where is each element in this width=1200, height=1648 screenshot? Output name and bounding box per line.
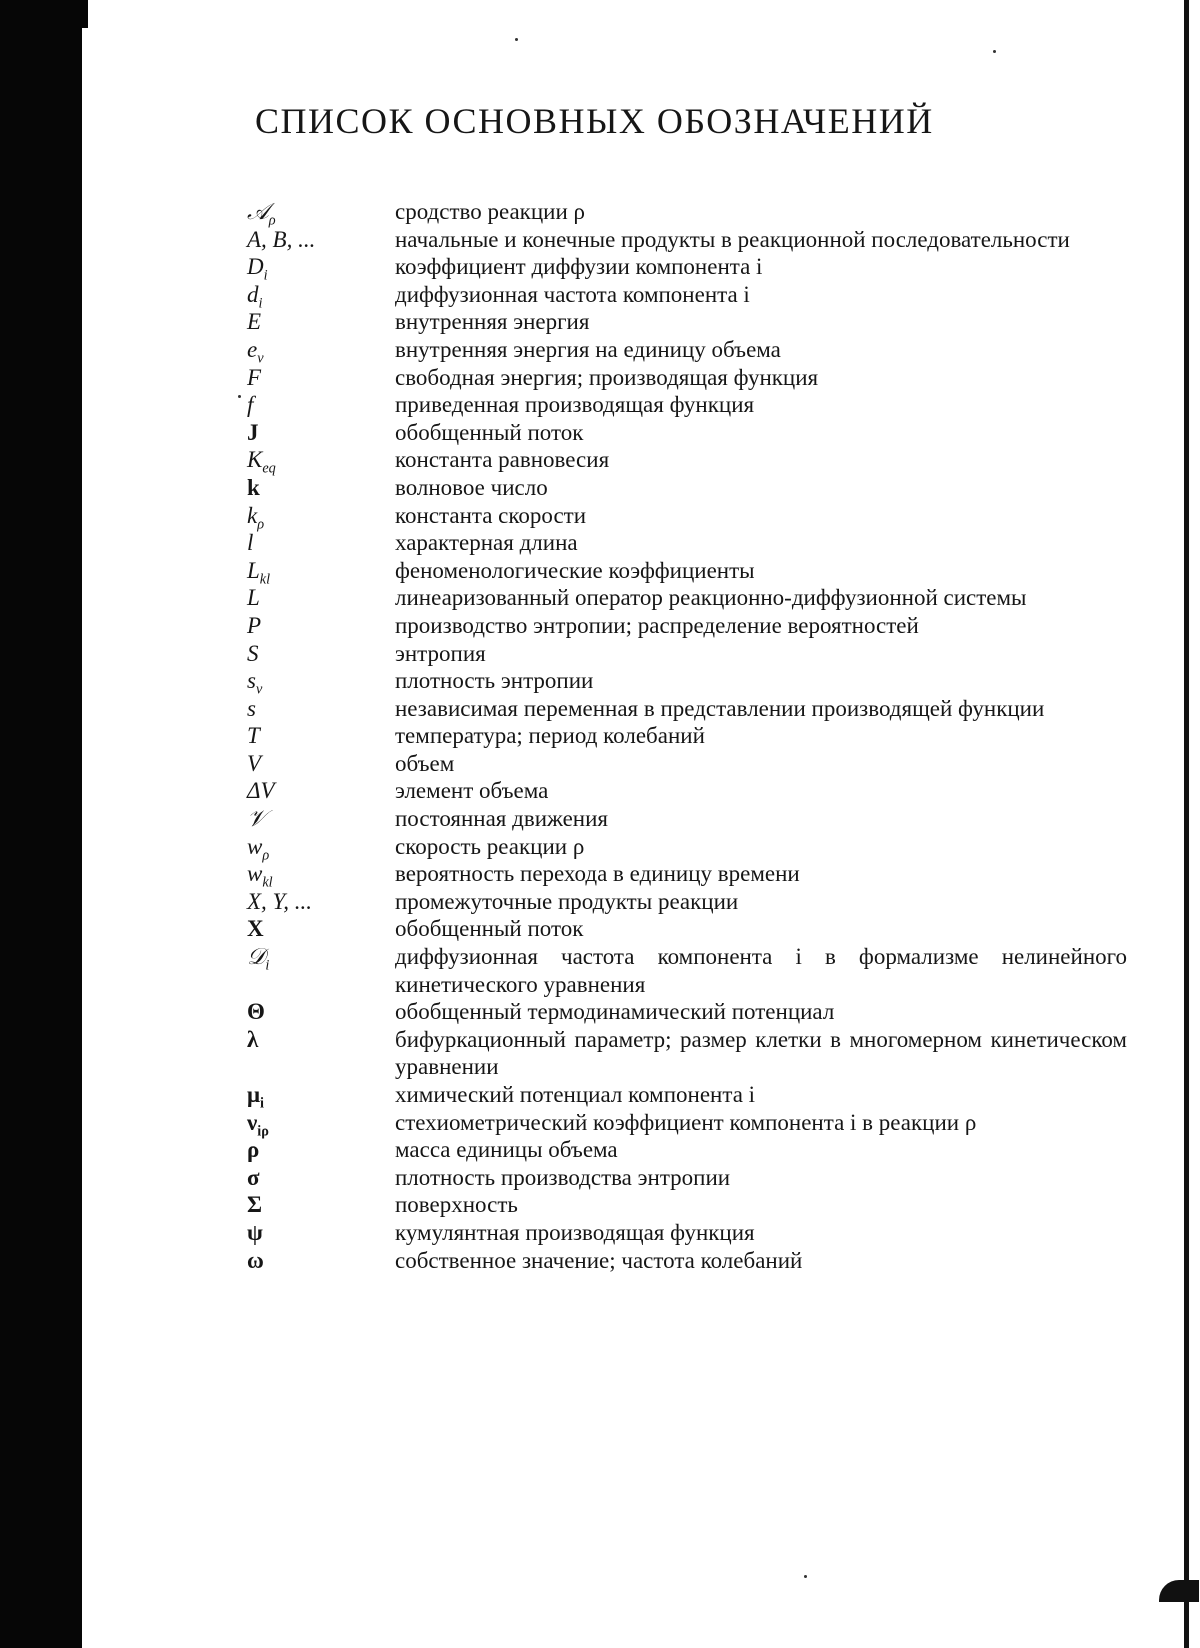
notation-entry (247, 640, 1127, 668)
notation-entry (247, 1191, 1127, 1219)
symbol-base: V (247, 750, 262, 776)
symbol-base: w (247, 861, 263, 887)
notation-symbol (247, 943, 395, 974)
notation-entry (247, 612, 1127, 640)
notation-symbol (247, 502, 395, 533)
notation-entry (247, 1109, 1127, 1140)
symbol-base: E (247, 309, 262, 335)
notation-definition: скорость реакции ρ (395, 833, 585, 859)
notation-definition: обобщенный поток (395, 916, 584, 942)
notation-symbol (247, 226, 395, 254)
notation-entry (247, 667, 1127, 698)
page-title: СПИСОК ОСНОВНЫХ ОБОЗНАЧЕНИЙ (255, 101, 934, 141)
notation-definition: энтропия (395, 640, 486, 666)
notation-symbol (247, 777, 395, 805)
notation-definition: линеаризованный оператор реакционно-диффузионной системы (395, 585, 1027, 611)
notation-symbol (247, 915, 395, 943)
symbol-base: 𝒱 (247, 806, 267, 832)
notation-symbol (247, 364, 395, 392)
notation-definition: феноменологические коэффициенты (395, 557, 755, 583)
notation-definition: элемент объема (395, 778, 549, 804)
notation-symbol (247, 557, 395, 588)
symbol-base: F (247, 364, 262, 390)
notation-definition: коэффициент диффузии компонента i (395, 254, 763, 280)
notation-entry (247, 888, 1127, 916)
notation-entry (247, 557, 1127, 588)
symbol-base: ΔV (247, 778, 275, 804)
notation-symbol (247, 1191, 395, 1219)
notation-symbol (247, 446, 395, 477)
notation-list (247, 198, 1127, 1274)
symbol-base: s (247, 695, 256, 721)
symbol-base: X (247, 916, 264, 942)
speck (993, 50, 996, 53)
notation-entry (247, 446, 1127, 477)
notation-definition: внутренняя энергия (395, 309, 590, 335)
notation-entry (247, 1219, 1127, 1247)
symbol-base: ρ (247, 1137, 260, 1163)
symbol-base: A, B, ... (247, 226, 316, 252)
symbol-base: l (247, 530, 254, 556)
notation-symbol (247, 722, 395, 750)
notation-symbol (247, 805, 395, 833)
symbol-base: μ (247, 1082, 261, 1107)
speck (804, 1575, 807, 1578)
symbol-base: P (247, 612, 262, 638)
notation-symbol (247, 308, 395, 336)
notation-entry (247, 529, 1127, 557)
symbol-subscript: v (257, 350, 264, 367)
notation-symbol (247, 640, 395, 668)
notation-definition: промежуточные продукты реакции (395, 888, 739, 914)
notation-symbol (247, 529, 395, 557)
notation-entry (247, 750, 1127, 778)
binding-shadow-right (1184, 0, 1200, 1648)
notation-entry (247, 474, 1127, 502)
notation-entry (247, 364, 1127, 392)
symbol-base: k (247, 474, 260, 500)
notation-symbol (247, 1164, 395, 1192)
notation-definition: кумулянтная производящая функция (395, 1219, 755, 1245)
speck (238, 395, 241, 398)
notation-definition: сродство реакции ρ (395, 199, 585, 224)
notation-symbol (247, 336, 395, 367)
notation-entry (247, 1164, 1127, 1192)
notation-definition: константа скорости (395, 502, 587, 528)
notation-entry (247, 1136, 1127, 1164)
notation-symbol (247, 253, 395, 284)
notation-entry (247, 943, 1127, 998)
notation-definition: плотность энтропии (395, 668, 594, 694)
notation-definition: независимая переменная в представлении производящей функции (395, 695, 1045, 721)
notation-entry (247, 391, 1127, 419)
symbol-base: λ (247, 1026, 259, 1052)
notation-entry (247, 584, 1127, 612)
notation-entry (247, 226, 1127, 254)
notation-definition: постоянная движения (395, 806, 608, 832)
notation-definition: внутренняя энергия на единицу объема (395, 336, 781, 362)
symbol-subscript: ρ (262, 847, 270, 864)
symbol-base: k (247, 502, 258, 528)
notation-symbol (247, 667, 395, 698)
notation-entry (247, 998, 1127, 1026)
symbol-base: J (247, 419, 259, 445)
notation-definition: производство энтропии; распределение вероятностей (395, 612, 919, 638)
notation-entry (247, 502, 1127, 533)
notation-entry (247, 281, 1127, 312)
notation-entry (247, 419, 1127, 447)
symbol-base: K (247, 447, 263, 473)
symbol-subscript: iρ (257, 1123, 269, 1140)
symbol-subscript: ρ (257, 516, 265, 533)
symbol-subscript: kl (262, 874, 273, 891)
notation-entry (247, 198, 1127, 229)
notation-symbol (247, 1219, 395, 1247)
notation-entry (247, 860, 1127, 891)
notation-symbol (247, 584, 395, 612)
notation-entry (247, 833, 1127, 864)
notation-entry (247, 695, 1127, 723)
symbol-base: D (247, 254, 264, 280)
notation-symbol (247, 612, 395, 640)
symbol-base: s (247, 668, 256, 694)
symbol-base: w (247, 833, 263, 859)
notation-definition: начальные и конечные продукты в реакционной последовательности (395, 226, 1070, 252)
symbol-subscript: kl (259, 571, 271, 588)
notation-entry (247, 722, 1127, 750)
notation-definition: константа равновесия (395, 447, 610, 473)
symbol-subscript: eq (262, 460, 276, 477)
notation-definition: поверхность (395, 1192, 518, 1218)
notation-symbol (247, 750, 395, 778)
notation-definition: химический потенциал компонента i (395, 1082, 756, 1107)
notation-symbol (247, 695, 395, 723)
symbol-subscript: i (265, 957, 270, 974)
notation-definition: собственное значение; частота колебаний (395, 1247, 803, 1273)
notation-definition: диффузионная частота компонента i в формализме нелинейного кинетического уравнения (395, 944, 1127, 997)
notation-definition: диффузионная частота компонента i (395, 281, 750, 307)
notation-definition: волновое число (395, 474, 548, 500)
notation-symbol (247, 888, 395, 916)
notation-definition: свободная энергия; производящая функция (395, 364, 819, 390)
symbol-base: Θ (247, 999, 265, 1025)
notation-symbol (247, 1081, 395, 1112)
notation-symbol (247, 198, 395, 229)
notation-definition: масса единицы объема (395, 1137, 618, 1163)
symbol-base: Σ (247, 1192, 263, 1218)
notation-symbol (247, 474, 395, 502)
notation-entry (247, 336, 1127, 367)
symbol-base: ω (247, 1247, 264, 1273)
notation-entry (247, 805, 1127, 833)
notation-definition: вероятность перехода в единицу времени (395, 861, 800, 887)
symbol-base: X, Y, ... (247, 888, 312, 914)
notation-definition: плотность производства энтропии (395, 1164, 731, 1190)
notation-symbol (247, 1026, 395, 1054)
notation-definition: обобщенный поток (395, 419, 584, 445)
notation-symbol (247, 419, 395, 447)
symbol-base: σ (247, 1164, 260, 1190)
notation-entry (247, 915, 1127, 943)
notation-entry (247, 1081, 1127, 1112)
notation-symbol (247, 1247, 395, 1275)
symbol-base: T (247, 723, 260, 749)
symbol-base: L (247, 585, 260, 611)
notation-definition: бифуркационный параметр; размер клетки в многомерном кинетическом уравнении (395, 1026, 1127, 1080)
notation-symbol (247, 391, 395, 419)
notation-definition: температура; период колебаний (395, 723, 705, 749)
notation-symbol (247, 281, 395, 312)
symbol-base: f (247, 392, 254, 418)
symbol-base: d (247, 281, 259, 307)
binding-shadow-left (0, 0, 82, 1648)
notation-entry (247, 253, 1127, 284)
symbol-base: 𝒟 (247, 944, 266, 970)
notation-definition: приведенная производящая функция (395, 392, 755, 418)
symbol-base: ν (247, 1109, 258, 1135)
symbol-subscript: i (260, 1095, 265, 1112)
symbol-subscript: ρ (268, 212, 276, 229)
notation-symbol (247, 833, 395, 864)
notation-entry (247, 308, 1127, 336)
notation-entry (247, 1026, 1127, 1081)
notation-definition: обобщенный термодинамический потенциал (395, 999, 835, 1025)
symbol-base: 𝒜 (247, 199, 269, 224)
notation-symbol (247, 860, 395, 891)
symbol-base: e (247, 336, 258, 362)
symbol-subscript: v (255, 681, 263, 698)
notation-definition: характерная длина (395, 530, 578, 556)
symbol-subscript: i (258, 295, 263, 312)
notation-entry (247, 1247, 1127, 1275)
notation-definition: объем (395, 750, 455, 776)
symbol-subscript: i (263, 267, 268, 284)
notation-definition: стехиометрический коэффициент компонента i в реакции ρ (395, 1109, 977, 1135)
notation-entry (247, 777, 1127, 805)
notation-symbol (247, 1136, 395, 1164)
symbol-base: ψ (247, 1219, 263, 1245)
notation-symbol (247, 998, 395, 1026)
notation-symbol (247, 1109, 395, 1140)
speck (515, 38, 518, 41)
symbol-base: S (247, 640, 259, 666)
symbol-base: L (247, 557, 260, 583)
